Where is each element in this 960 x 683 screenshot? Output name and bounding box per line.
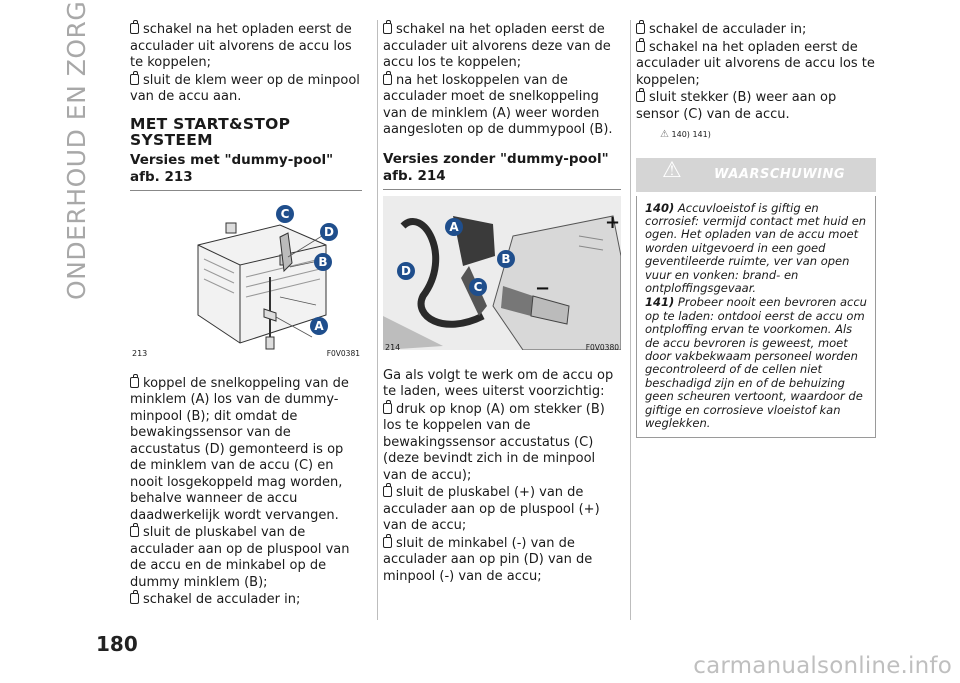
bullet-icon <box>130 526 139 537</box>
figure-code: F0V0381 <box>326 349 360 358</box>
column-divider <box>630 20 631 620</box>
column-3 <box>636 22 876 438</box>
list-item: schakel de acculader in; <box>130 592 362 609</box>
bullet-icon <box>383 74 392 85</box>
callout-label-a: A <box>445 218 463 236</box>
list-item: schakel na het opladen eerst de acculader uit alvorens de accu los te koppelen; <box>636 39 875 88</box>
subheading: Versies zonder "dummy-pool" afb. 214 <box>383 150 609 184</box>
list-item: sluit stekker (B) weer aan op sensor (C) van de accu. <box>636 90 837 122</box>
bullet-icon <box>383 486 392 497</box>
intro-text: Ga als volgt te werk om de accu op te laden, wees uiterst voorzichtig: <box>383 367 614 399</box>
list-item: sluit de minkabel (-) van de acculader aan op pin (D) van de minpool (-) van de accu; <box>383 535 593 584</box>
bullet-icon <box>636 91 645 102</box>
figure-code: F0V0380 <box>585 343 619 352</box>
divider <box>383 189 621 190</box>
figure-214 <box>383 196 621 356</box>
svg-text:+: + <box>605 211 621 233</box>
battery-illustration <box>130 197 362 357</box>
list-item: koppel de snelkoppeling van de minklem (A) los van de dummy-minpool (B); dit omdat de bewakingssensor van de accustatus (D) gemonteerd is op de minklem van de accu (C) en nooit losgekoppeld mag worden, behalve wanneer de accu daadwerkelijk wordt vervangen. <box>130 375 349 523</box>
column-1 <box>130 22 362 610</box>
callout-label-b: B <box>497 250 515 268</box>
section-title-vertical: ONDERHOUD EN ZORG <box>62 0 91 300</box>
figure-number: 214 <box>385 343 401 352</box>
figure-number: 213 <box>132 349 148 358</box>
battery-photo <box>383 196 621 350</box>
list-item: druk op knop (A) om stekker (B) los te koppelen van de bewakingssensor accustatus (C) (deze bevindt zich in de minpool van de accu); <box>383 401 605 483</box>
callout-label-b: B <box>314 253 332 271</box>
list-item: schakel na het opladen eerst de acculader uit alvorens de accu los te koppelen; <box>130 22 352 70</box>
warning-box <box>636 196 876 439</box>
bullet-icon <box>636 23 645 34</box>
watermark: carmanualsonline.info <box>693 653 952 679</box>
list-item: na het loskoppelen van de acculader moet de snelkoppeling van de minklem (A) weer worden aangesloten op de dummypool (B). <box>383 72 613 137</box>
list-item: sluit de klem weer op de minpool van de accu aan. <box>130 72 360 104</box>
page-number: 180 <box>96 632 138 656</box>
divider <box>130 190 362 191</box>
warning-title: WAARSCHUWING <box>714 166 846 182</box>
bullet-icon <box>130 23 139 34</box>
svg-text:−: − <box>535 277 551 299</box>
subheading: Versies met "dummy-pool" afb. 213 <box>130 151 334 185</box>
bullet-icon <box>636 41 645 52</box>
bullet-icon <box>383 537 392 548</box>
list-item: schakel na het opladen eerst de acculader uit alvorens deze van de accu los te koppelen; <box>383 22 611 70</box>
list-item: sluit de pluskabel van de acculader aan op de pluspool van de accu en de minkabel op de dummy minklem (B); <box>130 525 350 590</box>
callout-label-c: C <box>276 205 294 223</box>
bullet-icon <box>383 23 392 34</box>
column-2 <box>383 22 621 586</box>
warning-item: 140) Accuvloeistof is giftig en corrosief: vermijd contact met huid en ogen. Het opladen van de accu moet worden uitgevoerd in een goed geventileerde ruimte, ver van open vuur en vonken: brand- en ontploffingsgevaar. <box>645 200 867 295</box>
warning-item: 141) Probeer nooit een bevroren accu op te laden: ontdooi eerst de accu om ontploffing ervan te voorkomen. Als de accu bevroren is geweest, moet door vakbekwaam personeel worden gecontroleerd of de cellen niet beschadigd zijn en of de behuizing geen scheuren vertoont, waardoor de giftige en corrosieve vloeistof kan weglekken. <box>645 295 867 430</box>
callout-label-d: D <box>320 223 338 241</box>
bullet-icon <box>130 593 139 604</box>
callout-label-a: A <box>310 317 328 335</box>
warning-triangle-icon: ⚠ <box>662 157 682 183</box>
list-item: schakel de acculader in; <box>636 22 876 39</box>
column-divider <box>377 20 378 620</box>
warning-header <box>636 158 876 192</box>
warning-triangle-icon: ⚠ <box>660 129 669 140</box>
section-heading: MET START&STOP SYSTEEM <box>130 114 291 149</box>
figure-213 <box>130 197 362 362</box>
callout-label-d: D <box>397 262 415 280</box>
bullet-icon <box>130 377 139 388</box>
callout-label-c: C <box>469 278 487 296</box>
bullet-icon <box>130 74 139 85</box>
bullet-icon <box>383 403 392 414</box>
list-item: sluit de pluskabel (+) van de acculader aan op de pluspool (+) van de accu; <box>383 485 600 533</box>
warning-references: ⚠ 140) 141) <box>660 129 711 140</box>
